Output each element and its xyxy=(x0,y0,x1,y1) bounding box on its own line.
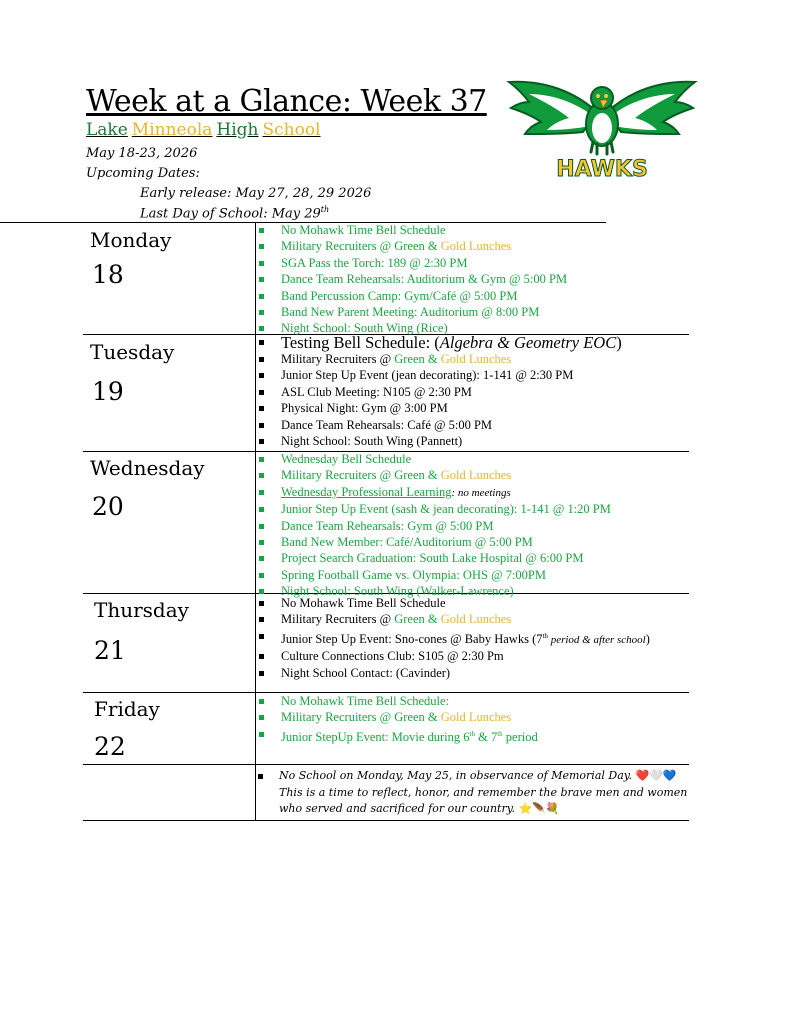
page-title: Week at a Glance: Week 37 xyxy=(86,84,487,119)
hawks-logo xyxy=(505,72,699,184)
school-word-lake: Lake xyxy=(86,120,128,140)
list-item: Military Recruiters @ Green & Gold Lunches xyxy=(257,709,689,725)
column-divider xyxy=(255,222,256,820)
list-item: Night School: South Wing (Pannett) xyxy=(257,433,689,449)
list-item: Testing Bell Schedule: (Algebra & Geometry EOC) xyxy=(257,334,689,351)
list-item: Project Search Graduation: South Lake Hospital @ 6:00 PM xyxy=(257,550,689,566)
list-item: Wednesday Professional Learning: no meetings xyxy=(257,484,689,501)
list-item: Band New Parent Meeting: Auditorium @ 8:00 PM xyxy=(257,304,689,320)
list-item: Dance Team Rehearsals: Café @ 5:00 PM xyxy=(257,417,689,433)
school-word-minneola: Minneola xyxy=(131,120,213,140)
monday-events xyxy=(257,222,689,337)
day-number-22: 22 xyxy=(94,732,126,761)
hawk-chest xyxy=(592,113,612,143)
list-item: Junior Step Up Event (jean decorating): 1-141 @ 2:30 PM xyxy=(257,367,689,383)
list-item: Junior Step Up Event: Sno-cones @ Baby Hawks (7th period & after school) xyxy=(257,628,689,649)
day-number-18: 18 xyxy=(92,260,124,289)
wednesday-events xyxy=(257,451,689,600)
list-item: Wednesday Bell Schedule xyxy=(257,451,689,467)
list-item: No Mohawk Time Bell Schedule: xyxy=(257,693,689,709)
list-item: Military Recruiters @ Green & Gold Lunches xyxy=(257,611,689,627)
list-item: Night School: South Wing (Rice) xyxy=(257,320,689,336)
day-monday: Monday xyxy=(90,228,172,252)
hawk-eye-right xyxy=(604,94,608,98)
school-word-school: School xyxy=(262,120,321,140)
list-item: ASL Club Meeting: N105 @ 2:30 PM xyxy=(257,384,689,400)
professional-learning-link: Wednesday Professional Learning xyxy=(281,484,452,499)
memorial-day-note: No School on Monday, May 25, in observance of Memorial Day. ❤️🤍💙 This is a time to reflect, honor, and remember the brave men and women who served and sacrificed for our country. ⭐🪶💐 xyxy=(279,769,688,815)
hawk-eye-left xyxy=(596,94,600,98)
list-item: Night School: South Wing (Walker-Lawrence) xyxy=(257,583,689,599)
school-word-high: High xyxy=(216,120,259,140)
day-number-20: 20 xyxy=(92,492,124,521)
list-item: Spring Football Game vs. Olympia: OHS @ 7:00PM xyxy=(257,567,689,583)
list-item: Military Recruiters @ Green & Gold Lunches xyxy=(257,467,689,483)
list-item: Dance Team Rehearsals: Gym @ 5:00 PM xyxy=(257,518,689,534)
list-item: Military Recruiters @ Green & Gold Lunches xyxy=(257,351,689,367)
list-item: Night School Contact: (Cavinder) xyxy=(257,665,689,681)
upcoming-label: Upcoming Dates: xyxy=(86,166,200,181)
list-item: Military Recruiters @ Green & Gold Lunches xyxy=(257,238,689,254)
thursday-events xyxy=(257,595,689,681)
early-release: Early release: May 27, 28, 29 2026 xyxy=(140,186,372,201)
list-item: Culture Connections Club: S105 @ 2:30 Pm xyxy=(257,648,689,664)
day-number-21: 21 xyxy=(94,636,126,665)
day-number-19: 19 xyxy=(92,377,124,406)
last-day: Last Day of School: May 29th xyxy=(140,205,330,222)
note-bullet xyxy=(258,774,263,779)
day-wednesday: Wednesday xyxy=(90,456,205,480)
list-item: Junior Step Up Event (sash & jean decorating): 1-141 @ 1:20 PM xyxy=(257,501,689,517)
school-name xyxy=(86,120,325,140)
day-tuesday: Tuesday xyxy=(90,340,175,364)
list-item: Band Percussion Camp: Gym/Café @ 5:00 PM xyxy=(257,288,689,304)
note-row xyxy=(83,764,689,765)
list-item: Band New Member: Café/Auditorium @ 5:00 PM xyxy=(257,534,689,550)
day-thursday: Thursday xyxy=(94,598,189,622)
list-item: Dance Team Rehearsals: Auditorium & Gym @ 5:00 PM xyxy=(257,271,689,287)
list-item: Physical Night: Gym @ 3:00 PM xyxy=(257,400,689,416)
table-bottom xyxy=(83,820,689,821)
friday-events xyxy=(257,693,689,745)
list-item: No Mohawk Time Bell Schedule xyxy=(257,222,689,238)
list-item: Junior StepUp Event: Movie during 6th & 7th period xyxy=(257,726,689,746)
list-item: No Mohawk Time Bell Schedule xyxy=(257,595,689,611)
hawks-logo-text: HAWKS xyxy=(556,157,648,182)
tuesday-events xyxy=(257,334,689,449)
day-friday: Friday xyxy=(94,697,160,721)
heart-icons: ❤️🤍💙 xyxy=(635,769,677,782)
star-feather-flower-icons: ⭐🪶💐 xyxy=(518,802,560,815)
list-item: SGA Pass the Torch: 189 @ 2:30 PM xyxy=(257,255,689,271)
week-dates: May 18-23, 2026 xyxy=(86,146,198,161)
